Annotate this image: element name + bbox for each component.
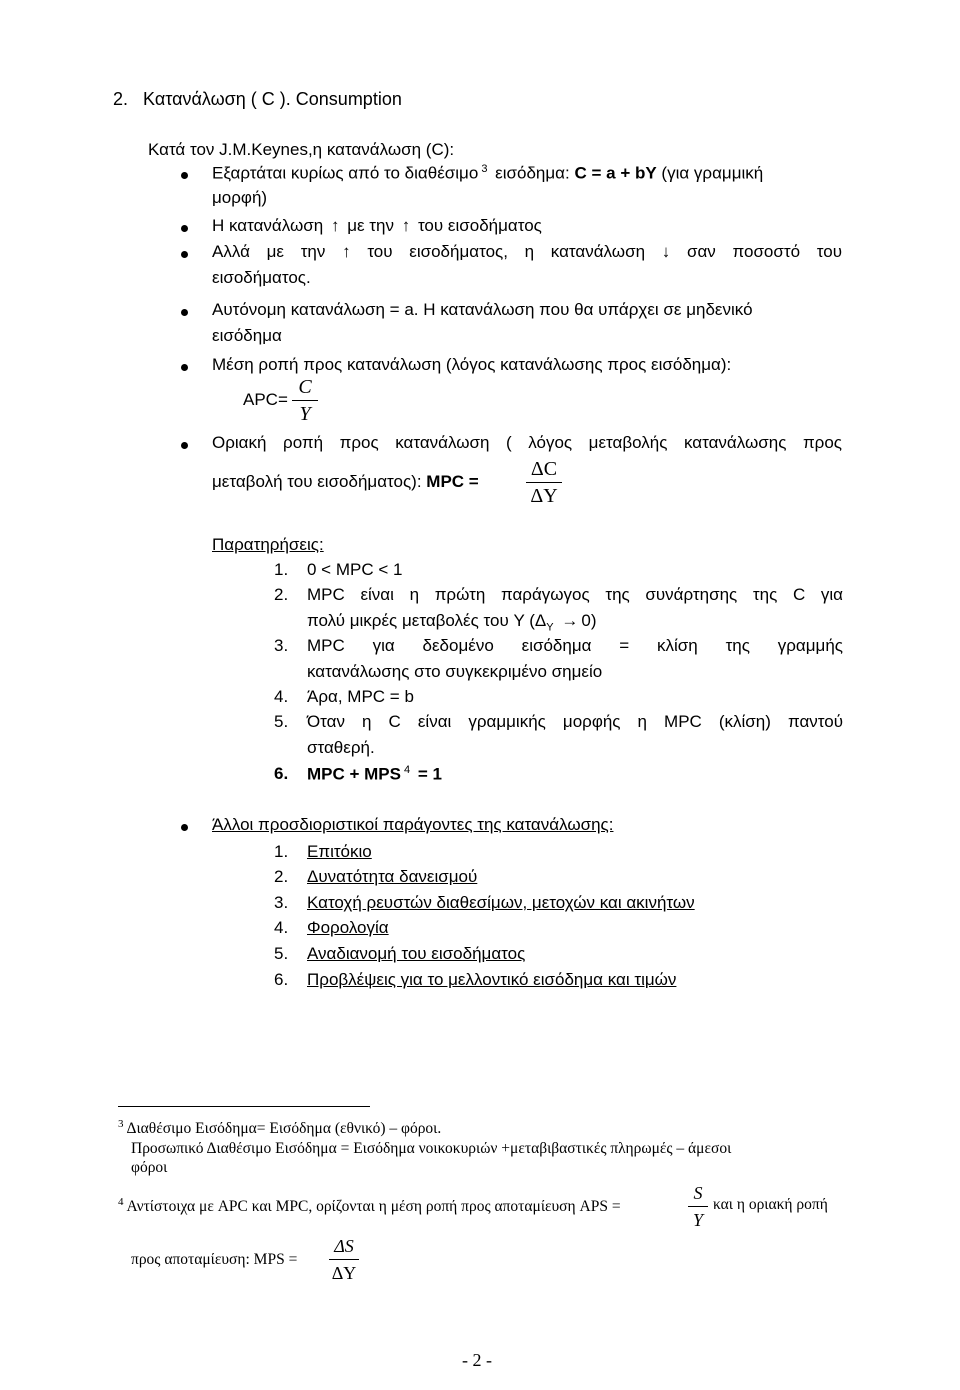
footnote-3-line-1: $^3$ Διαθέσιμο Εισόδημα= Εισόδημα (εθνικό) – φόροι.: [118, 1118, 442, 1138]
observation-number: 6.: [274, 764, 289, 783]
observation-5-line-2: σταθερή.: [307, 738, 375, 757]
bullet-dot: [181, 364, 188, 371]
factor-item: Δυνατότητα δανεισμού: [307, 867, 478, 886]
footnote-4-line-1: $^4$ Αντίστοιχα με APC και MPC, ορίζονται η μέση ροπή προς αποταμίευση APS =: [118, 1196, 621, 1216]
bullet-6-line-1: Οριακή ροπή προς κατανάλωση ( λόγος μεταβολής κατανάλωσης προς: [212, 433, 842, 452]
bullet-dot: [181, 225, 188, 232]
factor-number: 5.: [274, 944, 289, 963]
observation-6: MPC + MPS $^4$ = 1: [307, 764, 442, 784]
factor-item: Αναδιανομή του εισοδήματος: [307, 944, 526, 963]
footnote-4-line-1-end: και η οριακή ροπή: [713, 1196, 828, 1213]
right-arrow-icon: →: [561, 611, 579, 630]
footnote-3-line-2: Προσωπικό Διαθέσιμο Εισόδημα = Εισόδημα νοικοκυριών +μεταβιβαστικές πληρωμές – άμεσοι: [131, 1140, 732, 1157]
bullet-dot: [181, 824, 188, 831]
mpc-denominator: ΔY: [530, 485, 558, 507]
factor-number: 6.: [274, 970, 289, 989]
factor-item: Επιτόκιο: [307, 842, 372, 861]
apc-denominator: Y: [299, 403, 311, 425]
bullet-3-line-1: Αλλά με την ↑ του εισοδήματος, η κατανάλωση ↓ σαν ποσοστό του: [212, 242, 842, 261]
up-arrow-icon: ↑: [342, 242, 351, 261]
bullet-6-line-2: μεταβολή του εισοδήματος): MPC =: [212, 472, 479, 491]
bullet-dot: [181, 309, 188, 316]
mpc-numerator: ΔC: [530, 458, 558, 480]
bullet-dot: [181, 172, 188, 179]
footnote-4-line-2: προς αποταμίευση: MPS =: [131, 1251, 298, 1268]
aps-numerator: S: [693, 1183, 703, 1203]
bullet-4-line-2: εισόδημα: [212, 326, 282, 345]
factor-number: 2.: [274, 867, 289, 886]
bullet-dot: [181, 251, 188, 258]
section-number: 2.: [113, 89, 129, 109]
section-heading: [113, 89, 402, 110]
mps-denominator: ΔY: [331, 1263, 357, 1283]
observation-3-line-1: MPC για δεδομένο εισόδημα = κλίση της γραμμής: [307, 636, 843, 655]
apc-label: APC=: [243, 390, 288, 409]
section-title: Κατανάλωση ( C ). Consumption: [143, 89, 402, 109]
observation-number: 2.: [274, 585, 289, 604]
footnote-mark: 3: [118, 1118, 124, 1130]
footnote-3-line-3: φόροι: [131, 1159, 168, 1176]
consumption-formula: C = a + bY: [574, 163, 657, 183]
bullet-dot: [181, 442, 188, 449]
footnote-mark: 4: [118, 1196, 124, 1208]
observation-number: 3.: [274, 636, 289, 655]
mps-numerator: ΔS: [334, 1236, 354, 1256]
bullet-1-line-2: μορφή): [212, 188, 268, 207]
factor-item: Κατοχή ρευστών διαθεσίμων, μετοχών και ακινήτων: [307, 893, 695, 912]
observation-3-line-2: κατανάλωσης στο συγκεκριμένο σημείο: [307, 662, 603, 681]
observation-1: 0 < MPC < 1: [307, 560, 403, 579]
up-arrow-icon: ↑: [401, 216, 411, 235]
mpc-fraction: [526, 458, 562, 507]
page-number: - 2 -: [462, 1350, 492, 1370]
up-arrow-icon: ↑: [330, 216, 340, 235]
factor-item: Προβλέψεις για το μελλοντικό εισόδημα και τιμών: [307, 970, 677, 989]
factor-number: 3.: [274, 893, 289, 912]
bullet-1-line-1: Εξαρτάται κυρίως από το διαθέσιμο $^3$ εισόδημα: C = a + bY (για γραμμική: [212, 163, 764, 183]
intro-text: Κατά τον J.M.Keynes,η κατανάλωση (C):: [148, 140, 455, 159]
apc-fraction: [292, 376, 318, 425]
factor-number: 4.: [274, 918, 289, 937]
bullet-3-line-2: εισοδήματος.: [212, 268, 311, 287]
observation-number: 5.: [274, 712, 289, 731]
bullet-5: Μέση ροπή προς κατανάλωση (λόγος κατανάλωσης προς εισόδημα):: [212, 355, 732, 374]
mps-fraction: [329, 1235, 359, 1284]
observation-2-line-2: πολύ μικρές μεταβολές του Y $(\Delta_Y \to 0)$: [307, 611, 597, 634]
observation-2-line-1: MPC είναι η πρώτη παράγωγος της συνάρτησης της C για: [307, 585, 843, 604]
bullet-2: Η κατανάλωση ↑ με την ↑ του εισοδήματος: [212, 216, 542, 235]
factor-item: Φορολογία: [307, 918, 389, 937]
observation-number: 4.: [274, 687, 289, 706]
bullet-4-line-1: Αυτόνομη κατανάλωση = a. Η κατανάλωση που θα υπάρχει σε μηδενικό: [212, 300, 753, 319]
factors-title: Άλλοι προσδιοριστικοί παράγοντες της κατανάλωσης:: [212, 815, 614, 834]
observation-number: 1.: [274, 560, 289, 579]
aps-denominator: Y: [692, 1210, 703, 1230]
footnote-separator: [118, 1106, 370, 1107]
observation-5-line-1: Όταν η C είναι γραμμικής μορφής η MPC (κλίση) παντού: [307, 712, 843, 731]
observations-title: Παρατηρήσεις:: [212, 535, 324, 554]
aps-fraction: [688, 1182, 708, 1231]
apc-numerator: C: [298, 376, 312, 398]
down-arrow-icon: ↓: [661, 242, 671, 261]
factor-number: 1.: [274, 842, 289, 861]
observation-4: Άρα, MPC = b: [307, 687, 414, 706]
